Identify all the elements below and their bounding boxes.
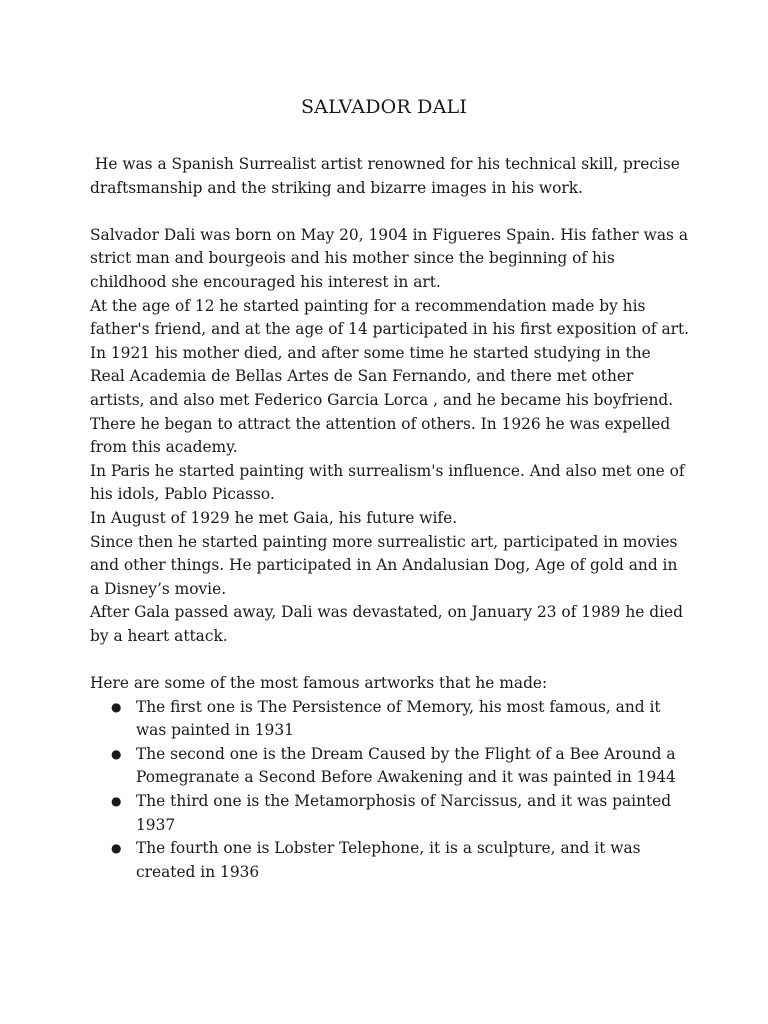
bullet-icon: ● — [111, 746, 122, 761]
bullet-icon: ● — [111, 841, 122, 856]
list-item-text: The first one is The Persistence of Memory, his most famous, and it was painted in 1931 — [136, 697, 661, 740]
list-item — [111, 743, 690, 790]
biography-paragraph-paris: In Paris he started painting with surrealism's influence. And also met one of his idols, Pablo Picasso. — [90, 461, 685, 504]
list-item-text: The third one is the Metamorphosis of Narcissus, and it was painted 1937 — [136, 792, 672, 834]
biography-paragraph-early-painting: At the age of 12 he started painting for a recommendation made by his father's friend, and at the age of 14 participated in his first exposition of art. — [90, 296, 690, 339]
bullet-icon: ● — [111, 699, 122, 714]
intro-paragraph: He was a Spanish Surrealist artist renowned for his technical skill, precise draftsmanship and the striking and bizarre images in his work. — [90, 155, 685, 197]
paragraph-spacer — [90, 648, 690, 672]
artworks-list — [90, 696, 690, 885]
bullet-icon: ● — [111, 794, 122, 809]
list-item — [111, 696, 690, 743]
biography-paragraph-movies: Since then he started painting more surrealistic art, participated in movies and other things. He participated in An Andalusian Dog, Age of gold and in a Disney’s movie. — [90, 532, 678, 598]
document-title: SALVADOR DALI — [300, 96, 468, 118]
paragraph-spacer — [90, 200, 690, 224]
biography-paragraph-birth: Salvador Dali was born on May 20, 1904 in Figueres Spain. His father was a strict man and bourgeois and his mother since the beginning of his childhood she encouraged his interest in art. — [90, 225, 688, 291]
document-body — [90, 153, 690, 884]
biography-paragraph-gala: In August of 1929 he met Gaia, his future wife. — [90, 508, 458, 527]
biography-paragraph-death: After Gala passed away, Dali was devastated, on January 23 of 1989 he died by a heart attack. — [90, 603, 683, 645]
list-item — [111, 837, 690, 884]
biography-paragraph-academy: In 1921 his mother died, and after some time he started studying in the Real Academia de Bellas Artes de San Fernando, and there met other artists, and also met Federico Garcia Lorca , and he became his boyfriend. There he began to attract the attention of others. In 1926 he was expelled from this academy. — [90, 343, 674, 457]
list-item-text: The fourth one is Lobster Telephone, it is a sculpture, and it was created in 1936 — [136, 839, 641, 881]
artworks-list-intro: Here are some of the most famous artworks that he made: — [90, 674, 548, 693]
list-item-text: The second one is the Dream Caused by the Flight of a Bee Around a Pomegranate a Second Before Awakening and it was painted in 1944 — [136, 744, 676, 787]
list-item — [111, 790, 690, 837]
